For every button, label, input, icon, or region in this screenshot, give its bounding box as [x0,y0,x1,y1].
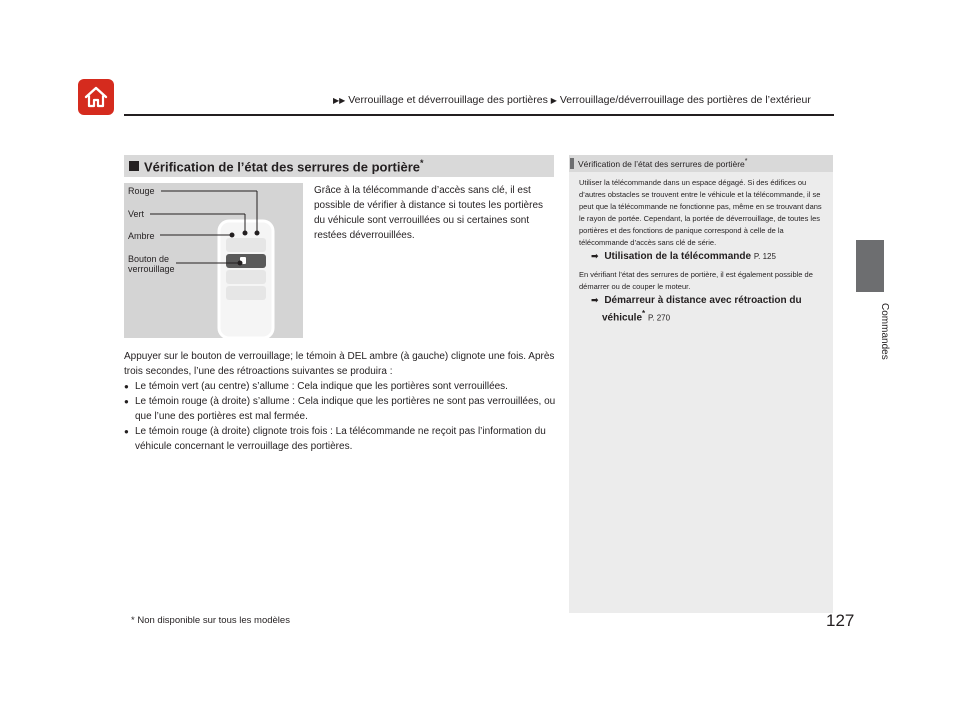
sidebar-heading [569,155,833,172]
cross-ref-arrow-icon: ➡ [591,251,599,261]
section-title: Vérification de l’état des serrures de portière* [144,157,424,175]
list-item: ● Le témoin rouge (à droite) clignote trois fois : La télécommande ne reçoit pas l’information du véhicule concernant le verrouillage des portières. [124,424,556,454]
ref-link-remote[interactable]: ➡ Utilisation de la télécommande P. 125 [591,251,776,262]
header-divider [124,114,834,116]
body-paragraph: Appuyer sur le bouton de verrouillage; le témoin à DEL ambre (à gauche) clignote une fois. Après trois secondes, l’une des rétroactions suivantes se produira : [124,351,555,377]
breadcrumb-arrow-icon: ▶ [550,96,557,105]
cross-ref-arrow-icon: ➡ [591,295,599,305]
breadcrumb-link-1[interactable]: Verrouillage et déverrouillage des portières [348,94,548,106]
sidebar-notes [569,155,833,613]
label-ambre: Ambre [128,231,155,241]
section-header [124,155,554,177]
list-item: ● Le témoin rouge (à droite) s’allume : Cela indique que les portières ne sont pas verrouillées, ou que l’une des portières est mal fermée. [124,394,556,424]
home-button[interactable] [78,79,114,115]
sidebar-heading-text: Vérification de l’état des serrures de portière* [578,158,748,169]
ref-link-remote-start[interactable]: ➡ Démarreur à distance avec rétroaction du [591,295,802,306]
feedback-list [124,379,556,454]
list-item: ● Le témoin vert (au centre) s’allume : Cela indique que les portières sont verrouillées. [124,379,556,394]
body-text [124,349,556,454]
ref-link-remote-start-cont[interactable]: véhicule* P. 270 [602,309,671,324]
home-icon [82,83,110,111]
chapter-label: Commandes [879,302,890,360]
label-bouton-line1: Bouton de [128,254,170,264]
intro-paragraph: Grâce à la télécommande d’accès sans clé, il est possible de vérifier à distance si toutes les portières du véhicule sont verrouillées ou si certaines sont restées déverrouillées. [314,185,544,241]
ref-page: P. 270 [647,313,671,323]
breadcrumb [333,94,811,106]
footnote: * Non disponible sur tous les modèles [131,615,290,626]
ref-page: P. 125 [753,252,776,261]
square-bullet-icon [128,160,140,172]
label-bouton-line2: verrouillage [128,264,175,274]
breadcrumb-arrow-icon: ▶▶ [333,96,346,105]
sidebar-paragraph: En vérifiant l’état des serrures de portière, il est également possible de démarrer ou de couper le moteur. [579,270,813,291]
sidebar-marker-icon [570,158,574,169]
chapter-tab[interactable] [856,240,884,292]
label-rouge: Rouge [128,186,155,196]
sidebar-paragraph: Utiliser la télécommande dans un espace dégagé. Si des édifices ou d’autres obstacles se trouvent entre le véhicule et la télécommande, il se peut que la télécommande ne fonctionne pas, même en se trouvant dans le rayon de portée. Cependant, la portée de déverrouillage, de toutes les portières et des fonctions de panique correspond à celle de la télécommande d’accès sans clé de série. [579,178,822,247]
label-vert: Vert [128,209,145,219]
page-number: 127 [826,611,855,630]
breadcrumb-link-2[interactable]: Verrouillage/déverrouillage des portières de l’extérieur [559,94,811,106]
sidebar-body [579,177,825,324]
remote-figure [124,183,303,338]
